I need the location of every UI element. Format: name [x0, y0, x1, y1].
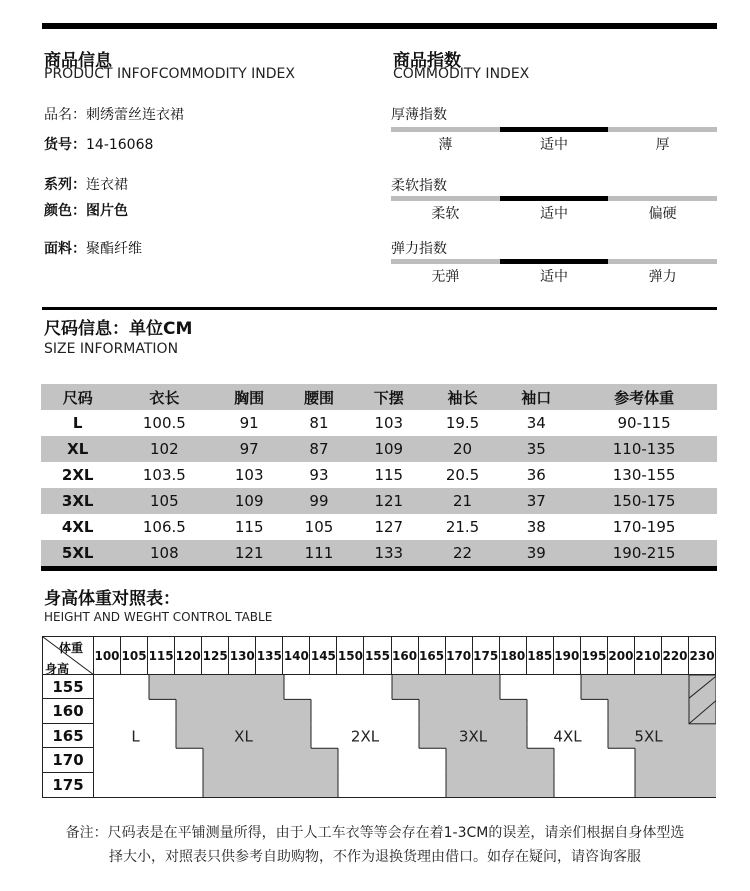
weight-col-150: 150 [337, 637, 364, 674]
weight-col-130: 130 [229, 637, 256, 674]
weight-col-135: 135 [256, 637, 283, 674]
svg-text:L: L [131, 727, 140, 746]
index-options: 无弹 适中 弹力 [431, 269, 677, 285]
weight-col-105: 105 [121, 637, 148, 674]
weight-col-145: 145 [310, 637, 337, 674]
svg-text:2XL: 2XL [350, 727, 380, 746]
index-options: 薄 适中 厚 [438, 137, 670, 153]
thickness-index [391, 104, 717, 154]
svg-text:5XL: 5XL [634, 727, 663, 746]
svg-text:4XL: 4XL [553, 727, 582, 746]
size-info-subtitle: SIZE INFORMATION [44, 341, 179, 357]
field-sku: 货号：14-16068 [44, 137, 154, 153]
size-region-map [95, 675, 716, 797]
hw-table-title: 身高体重对照表： [44, 589, 180, 609]
commodity-index-subtitle: COMMODITY INDEX [393, 66, 530, 82]
commodity-index-title: 商品指数 [393, 51, 461, 71]
product-info-title: 商品信息 [44, 51, 112, 71]
note-line-1: 备注：尺码表是在平铺测量所得，由于人工车衣等等会存在着1-3CM的误差，请亲们根据自身体型选 [65, 825, 685, 841]
hw-grid-header [43, 637, 715, 675]
weight-col-120: 120 [175, 637, 202, 674]
weight-col-190: 190 [554, 637, 581, 674]
table-row: L 100.5 91 81 103 19.5 34 90-115 [72, 414, 671, 432]
weight-col-165: 165 [419, 637, 446, 674]
height-labels: 155 160 165 170 175 [43, 675, 94, 797]
weight-col-175: 175 [473, 637, 500, 674]
weight-col-230: 230 [689, 648, 715, 663]
weight-columns [94, 637, 715, 674]
weight-col-100: 100 [94, 637, 121, 674]
table-row: 5XL 108 121 111 133 22 39 190-215 [41, 540, 717, 566]
size-table-header: 尺码 衣长 胸围 腰围 下摆 袖长 袖口 参考体重 [41, 384, 717, 410]
weight-col-220: 220 [662, 637, 689, 674]
note-line-2: 择大小，对照表只供参考自助购物，不作为退换货理由借口。如存在疑问，请咨询客服 [109, 849, 641, 865]
index-label: 厚薄指数 [391, 107, 447, 123]
table-row: XL 102 97 87 109 20 35 110-135 [41, 436, 717, 462]
field-series: 系列：连衣裙 [44, 177, 128, 193]
weight-col-115: 115 [148, 637, 175, 674]
size-info-title: 尺码信息：单位CM [44, 319, 193, 339]
weight-col-180: 180 [500, 637, 527, 674]
weight-col-185: 185 [527, 637, 554, 674]
weight-col-140: 140 [283, 637, 310, 674]
weight-col-210: 210 [635, 637, 662, 674]
weight-col-155: 155 [364, 637, 391, 674]
hw-grid-body [43, 675, 715, 797]
table-row: 4XL 106.5 115 105 127 21.5 38 170-195 [61, 518, 676, 536]
index-bar [391, 196, 717, 201]
index-bar [391, 127, 717, 132]
index-label: 柔软指数 [391, 178, 447, 194]
field-color: 颜色：图片色 [44, 203, 128, 219]
svg-text:3XL: 3XL [458, 727, 488, 746]
weight-col-195: 195 [581, 637, 608, 674]
section-divider [42, 307, 717, 310]
index-label: 弹力指数 [391, 241, 447, 257]
size-table [41, 384, 717, 566]
softness-index [391, 175, 717, 223]
table-row: 2XL 103.5 103 93 115 20.5 36 130-155 [61, 466, 676, 484]
corner-cell: 体重 身高 [43, 637, 94, 674]
size-table-wrap [41, 384, 717, 566]
hw-table-subtitle: HEIGHT AND WEGHT CONTROL TABLE [44, 610, 273, 624]
weight-col-125: 125 [202, 637, 229, 674]
index-options: 柔软 适中 偏硬 [431, 206, 677, 222]
size-table-bottom-border [41, 566, 717, 571]
weight-col-170: 170 [446, 637, 473, 674]
field-fabric: 面料：聚酯纤维 [44, 241, 142, 257]
elasticity-index [391, 238, 717, 286]
svg-text:XL: XL [234, 727, 253, 746]
weight-col-200: 200 [608, 637, 635, 674]
hw-grid [42, 636, 716, 798]
top-divider [42, 23, 717, 29]
table-row: 3XL 105 109 99 121 21 37 150-175 [41, 488, 717, 514]
weight-col-160: 160 [392, 637, 419, 674]
product-info-subtitle: PRODUCT INFOFCOMMODITY INDEX [44, 66, 295, 82]
field-name: 品名：刺绣蕾丝连衣裙 [44, 107, 184, 123]
index-bar [391, 259, 717, 264]
